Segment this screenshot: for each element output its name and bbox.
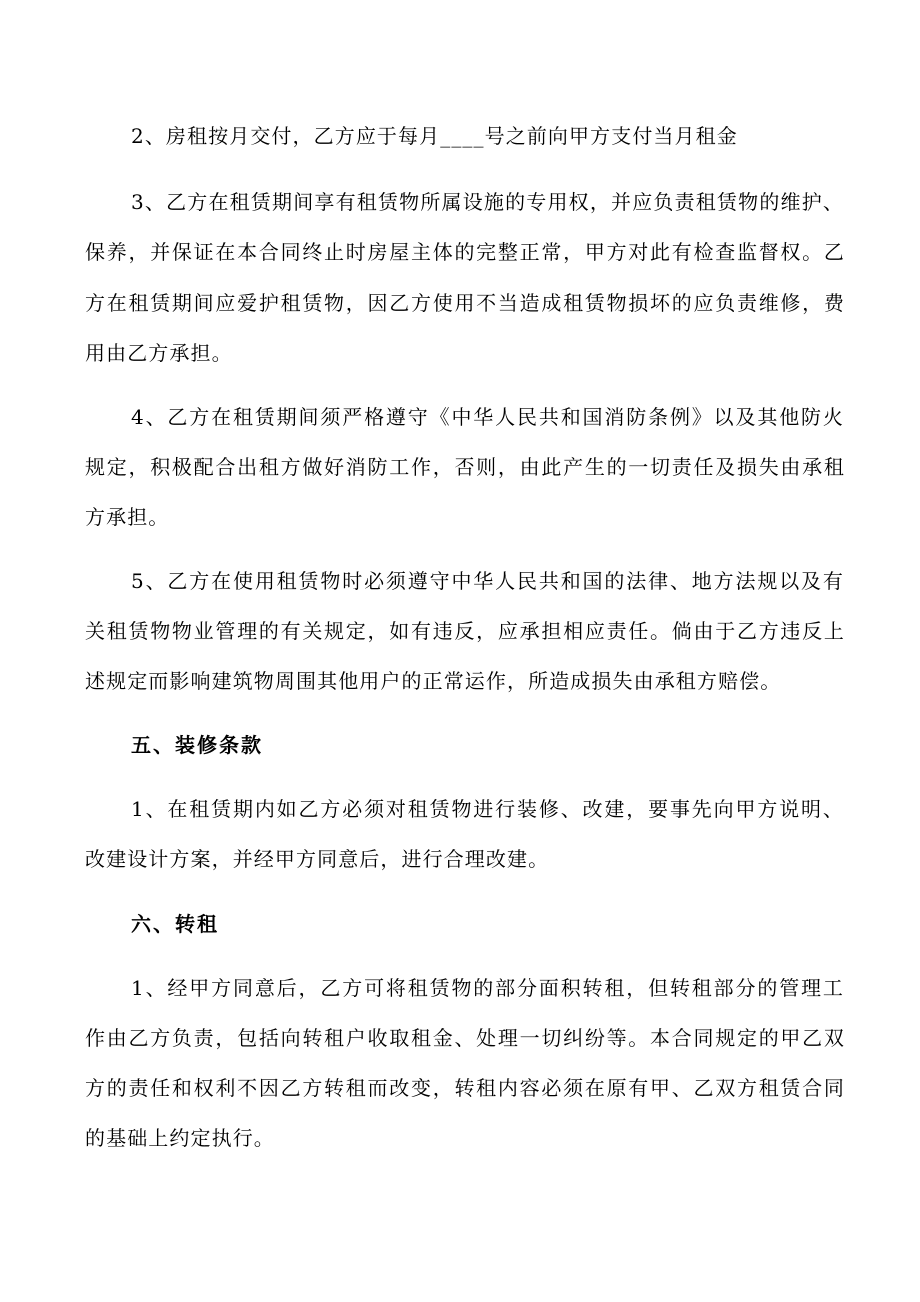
clause-4-4-line-3: 方承担。: [85, 505, 170, 529]
clause-6-1-line-4: 的基础上约定执行。: [85, 1126, 275, 1150]
clause-6-1-line-1: 1、经甲方同意后，乙方可将租赁物的部分面积转租，但转租部分的管理工: [131, 976, 844, 1000]
clause-4-5-line-1: 5、乙方在使用租赁物时必须遵守中华人民共和国的法律、地方法规以及有: [131, 569, 844, 593]
section-6-heading: 六、转租: [131, 912, 219, 936]
clause-4-2-line-1: 2、房租按月交付，乙方应于每月____号之前向甲方支付当月租金: [131, 124, 738, 148]
clause-4-3-line-1: 3、乙方在租赁期间享有租赁物所属设施的专用权，并应负责租赁物的维护、: [131, 190, 844, 214]
clause-4-3-line-3: 方在租赁期间应爱护租赁物，因乙方使用不当造成租赁物损坏的应负责维修，费: [85, 291, 845, 315]
section-5-heading: 五、装修条款: [131, 733, 263, 757]
clause-4-4-line-2: 规定，积极配合出租方做好消防工作，否则，由此产生的一切责任及损失由承租: [85, 455, 845, 479]
clause-4-3-line-4: 用由乙方承担。: [85, 341, 233, 365]
clause-6-1-line-3: 方的责任和权利不因乙方转租而改变，转租内容必须在原有甲、乙双方租赁合同: [85, 1076, 845, 1100]
clause-4-5-line-2: 关租赁物物业管理的有关规定，如有违反，应承担相应责任。倘由于乙方违反上: [85, 619, 845, 643]
clause-4-4-line-1: 4、乙方在租赁期间须严格遵守《中华人民共和国消防条例》以及其他防火: [131, 405, 844, 429]
clause-6-1-line-2: 作由乙方负责，包括向转租户收取租金、处理一切纠纷等。本合同规定的甲乙双: [85, 1026, 845, 1050]
clause-5-1-line-2: 改建设计方案，并经甲方同意后，进行合理改建。: [85, 847, 550, 871]
clause-4-5-line-3: 述规定而影响建筑物周围其他用户的正常运作，所造成损失由承租方赔偿。: [85, 669, 782, 693]
clause-5-1-line-1: 1、在租赁期内如乙方必须对租赁物进行装修、改建，要事先向甲方说明、: [131, 797, 844, 821]
clause-4-3-line-2: 保养，并保证在本合同终止时房屋主体的完整正常，甲方对此有检查监督权。乙: [85, 240, 845, 264]
